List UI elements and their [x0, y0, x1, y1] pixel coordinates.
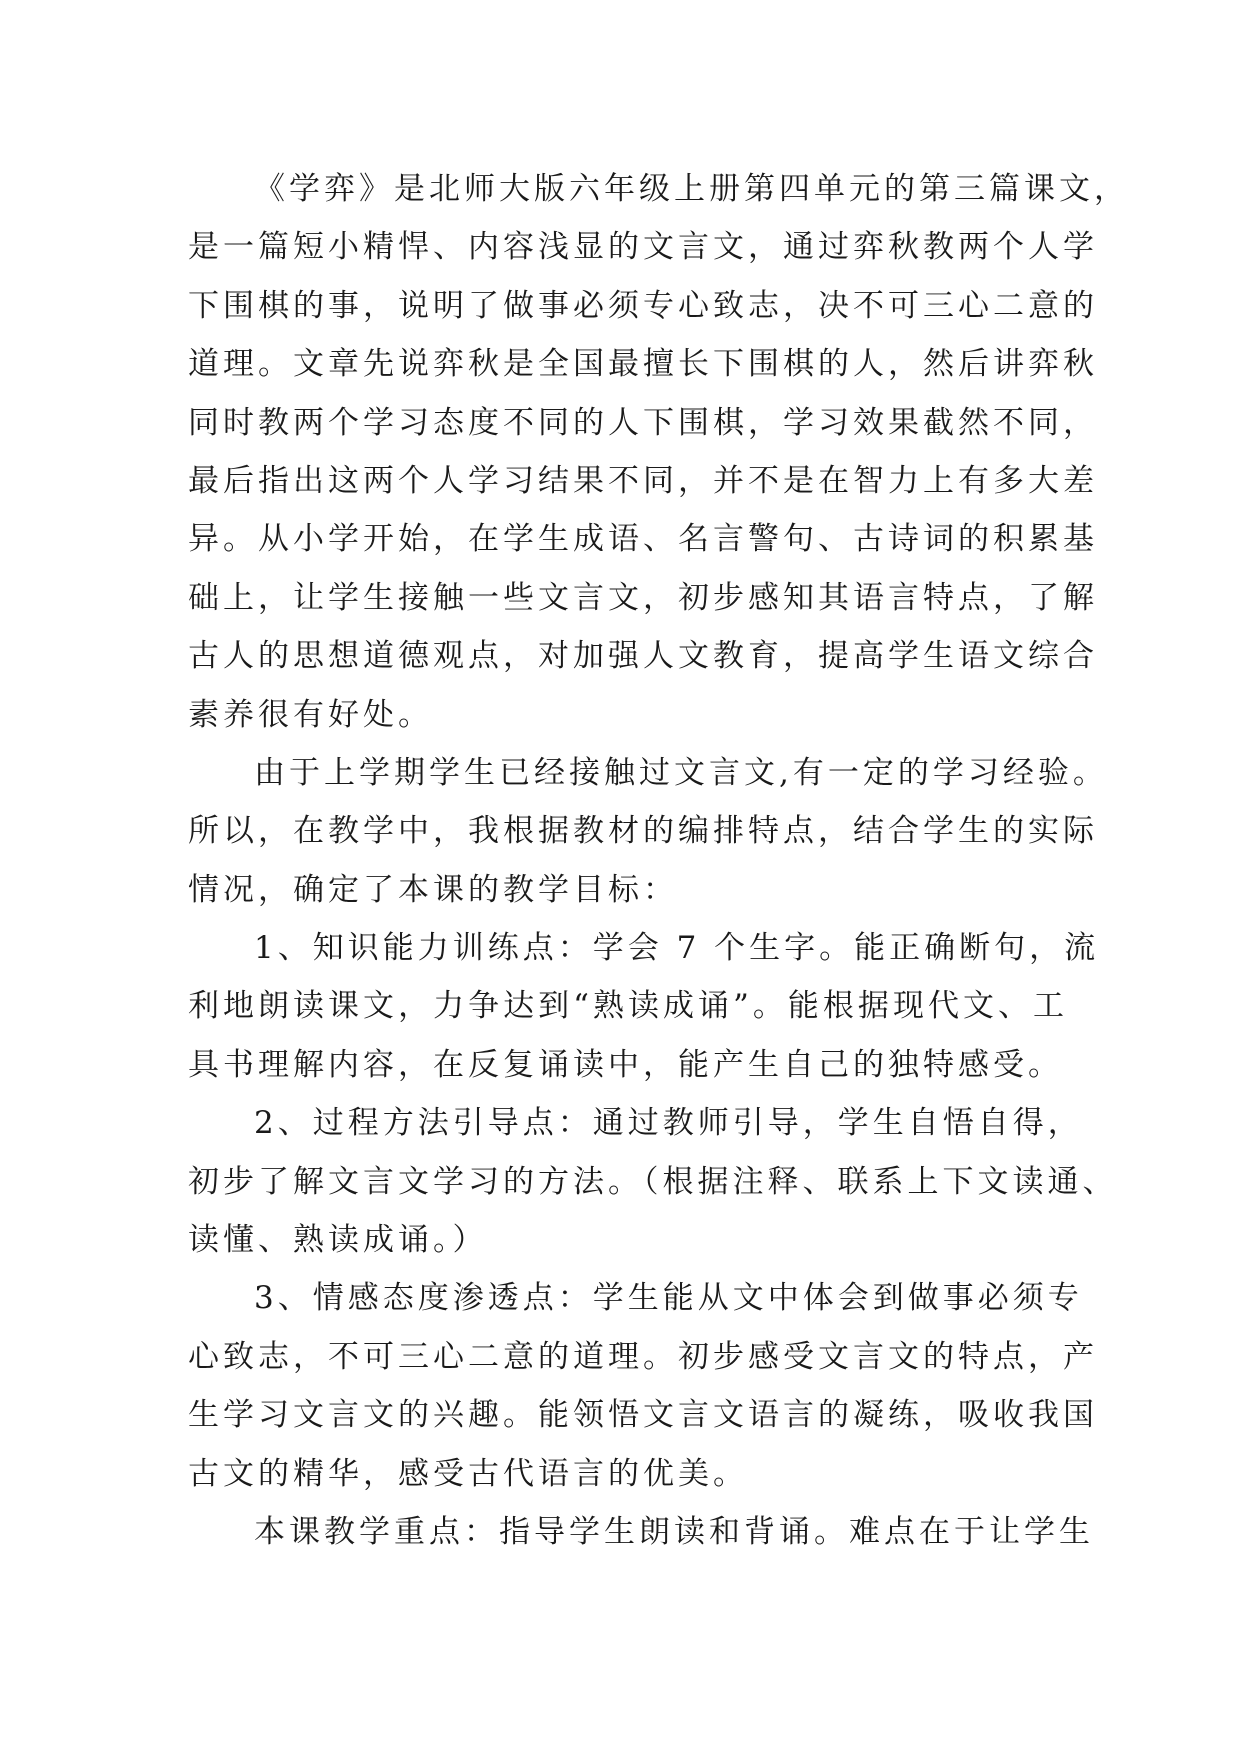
text-line: 是一篇短小精悍、内容浅显的文言文，通过弈秋教两个人学: [188, 229, 1098, 266]
text-line: 道理。文章先说弈秋是全国最擅长下围棋的人，然后讲弈秋: [188, 346, 1098, 383]
text-line: 2、过程方法引导点：通过教师引导，学生自悟自得，: [254, 1105, 1083, 1142]
text-line: 利地朗读课文，力争达到“熟读成诵”。能根据现代文、工: [188, 988, 1068, 1025]
text-line: 本课教学重点：指导学生朗读和背诵。难点在于让学生: [254, 1513, 1094, 1550]
text-line: 素养很有好处。: [188, 696, 433, 733]
text-line: 最后指出这两个人学习结果不同，并不是在智力上有多大差: [188, 462, 1098, 499]
text-line: 所以，在教学中，我根据教材的编排特点，结合学生的实际: [188, 813, 1098, 850]
text-line: 3、情感态度渗透点：学生能从文中体会到做事必须专: [254, 1280, 1083, 1317]
document-body: [188, 160, 1129, 1561]
text-line: 具书理解内容，在反复诵读中，能产生自己的独特感受。: [188, 1046, 1063, 1083]
text-line: 古文的精华，感受古代语言的优美。: [188, 1455, 748, 1492]
text-line: 生学习文言文的兴趣。能领悟文言文语言的凝练，吸收我国: [188, 1397, 1098, 1434]
text-line: 古人的思想道德观点，对加强人文教育，提高学生语文综合: [188, 638, 1098, 675]
text-line: 初步了解文言文学习的方法。（根据注释、联系上下文读通、: [188, 1163, 1118, 1200]
text-line: 读懂、熟读成诵。）: [188, 1222, 488, 1259]
text-line: 同时教两个学习态度不同的人下围棋，学习效果截然不同，: [188, 404, 1098, 441]
text-line: 下围棋的事，说明了做事必须专心致志，决不可三心二意的: [188, 287, 1098, 324]
text-line: 《学弈》是北师大版六年级上册第四单元的第三篇课文，: [254, 171, 1129, 207]
text-line: 心致志，不可三心二意的道理。初步感受文言文的特点，产: [188, 1338, 1098, 1375]
text-line: 由于上学期学生已经接触过文言文,有一定的学习经验。: [254, 754, 1108, 791]
text-line: 础上，让学生接触一些文言文，初步感知其语言特点，了解: [188, 579, 1098, 616]
text-line: 情况，确定了本课的教学目标：: [188, 871, 678, 908]
text-line: 1、知识能力训练点：学会 7 个生字。能正确断句，流: [254, 930, 1100, 967]
text-line: 异。从小学开始，在学生成语、名言警句、古诗词的积累基: [188, 521, 1098, 558]
